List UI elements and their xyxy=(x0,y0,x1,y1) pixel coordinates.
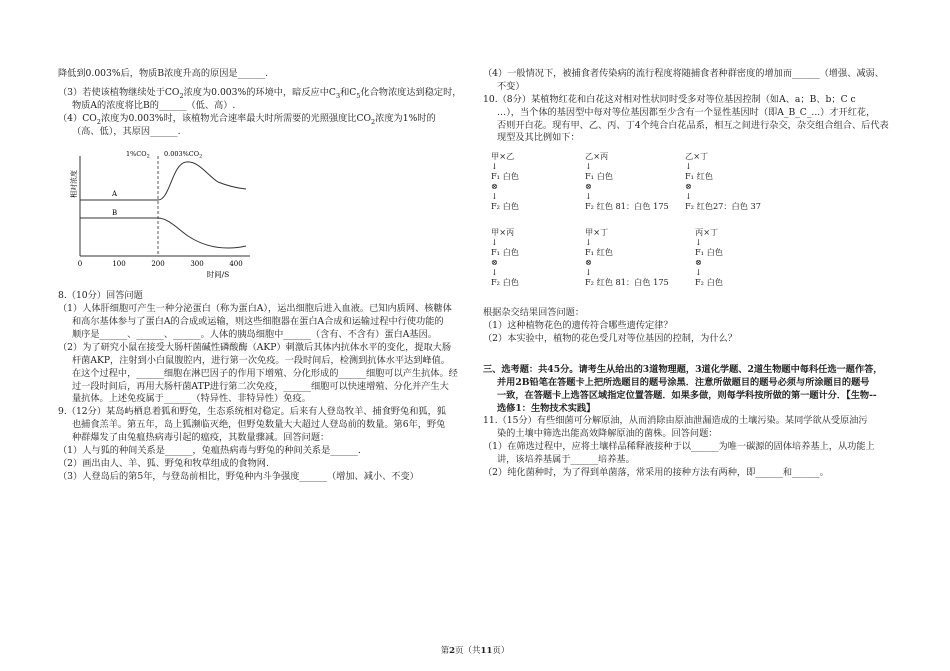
y-label: 相对浓度 xyxy=(70,170,78,199)
q10-l2: …），当个体的基因型中每对等位基因都至少含有一个显性基因时（即A_B_C_...）才开红花， xyxy=(497,106,876,118)
curve-a xyxy=(80,162,246,200)
cross-yi-bing: 乙×丙 ↓ F₁ 白色 ⊗ ↓ F₂ 红色 81：白色 175 xyxy=(585,151,669,212)
q8-part2-l1: （2）为了研究小鼠在接受大肠杆菌碱性磷酸酶（AKP）刺激后其体内抗体水平的变化，提取大肠 xyxy=(58,341,452,353)
q11-l2: 染的土壤中筛选出能高效降解原油的菌株。回答问题： xyxy=(497,428,718,440)
q11-part2: （2）纯化菌种时，为了得到单菌落，常采用的接种方法有两种，即______和______。 xyxy=(483,466,829,478)
concentration-graph xyxy=(68,144,268,284)
graph-svg xyxy=(68,144,268,284)
series-a-label: A xyxy=(112,190,118,199)
label-0003pct: $0.003\%CO_2$ xyxy=(164,150,203,160)
total-pages: 11 xyxy=(480,646,493,656)
x-tick-100: 100 xyxy=(112,260,126,269)
q7-part3: （3）若使该植物继续处于$CO_2$浓度为0.003%的环境中，暗反应中$C_3$和$C_5$化合物浓度达到稳定时， xyxy=(58,86,462,100)
q7-part4-cont: （高、低），其原因______. xyxy=(72,125,181,137)
page-footer: 第2页（共11页） xyxy=(440,646,510,656)
label-1pct: $1\%CO_2$ xyxy=(126,150,150,160)
q8-part1-l1: （1）人体肝细胞可产生一种分泌蛋白（称为蛋白A），运出细胞后进入血液。已知内质网、核糖体 xyxy=(58,303,452,315)
q8-part1-l3: 顺序是______、______、______。人体的胰岛细胞中______（含有、不含有）蛋白A基因。 xyxy=(72,329,437,340)
series-b-label: B xyxy=(112,209,118,218)
right-column xyxy=(483,68,903,480)
section3-heading-l4: 选修1：生物技术实践】 xyxy=(497,402,596,414)
x-tick-400: 400 xyxy=(229,260,243,269)
q9-part4-l2: 不变） xyxy=(497,80,525,92)
q9-part4-l1: （4）一般情况下，被捕食者传染病的流行程度将随捕食者种群密度的增加而______（增强、减弱、 xyxy=(483,68,884,79)
q10-part2: （2）本实验中，植物的花色受几对等位基因的控制，为什么？ xyxy=(483,333,737,344)
q9-part1: （1）人与狐的种间关系是______，兔瘟热病毒与野兔的种间关系是______. xyxy=(58,444,361,456)
q8-part2-l4: 过一段时间后，再用大肠杆菌ATP进行第二次免疫，______细胞可以快速增殖、分化并产生大 xyxy=(72,380,449,392)
curve-b xyxy=(80,218,246,248)
q10-l4: 现型及其比例如下： xyxy=(497,132,580,144)
x-label: 时间/S xyxy=(206,270,230,280)
cross-yi-ding: 乙×丁 ↓ F₁ 红色 ⊗ ↓ F₂ 红色27：白色 37 xyxy=(685,151,761,212)
q9-part2: （2）画出由人、羊、狐、野兔和牧草组成的食物网. xyxy=(58,457,269,469)
q11-part1-l1: （1）在筛选过程中，应将土壤样品稀释液接种于以______为唯一碳源的固体培养基上，从功能上 xyxy=(483,441,875,453)
q8-title: 8.（10分）回答问题 xyxy=(58,290,143,302)
x-tick-300: 300 xyxy=(190,260,204,269)
q10-l1: 10.（8分）某植物红花和白花这对相对性状同时受多对等位基因控制（如A、a；B、b；C c xyxy=(483,93,856,105)
q11-l1: 11.（15分）有些细菌可分解原油，从而消除由原油泄漏造成的土壤污染。某同学欲从受原油污 xyxy=(483,415,868,427)
cross-jia-yi: 甲×乙 ↓ F₁ 白色 ⊗ ↓ F₂ 白色 xyxy=(491,151,519,212)
q11-part1-l2: 讲，该培养基属于______培养基。 xyxy=(497,454,635,465)
q10-part1: （1）这种植物花色的遗传符合哪些遗传定律？ xyxy=(483,320,673,332)
q10-l3: 否则开白花。现有甲、乙、丙、丁4个纯合白花品系，相互之间进行杂交，杂交组合组合、后代表 xyxy=(497,119,889,131)
q9-l1: 9.（12分）某岛屿栖息着狐和野兔，生态系统相对稳定。后来有人登岛牧羊、捕食野兔和狐，狐 xyxy=(58,406,446,418)
left-column xyxy=(58,68,468,484)
section3-heading-l3: 一致，在答题卡上选答区域指定位置答题．如果多做，则每学科按所做的第一题计分．【生物-- xyxy=(497,389,877,401)
cross-results-figure xyxy=(489,151,789,299)
q10-after-text: 根据杂交结果回答问题： xyxy=(483,307,585,319)
section3-heading-l1: 三、选考题：共45分。请考生从给出的3道物理题，3道化学题、2道生物题中每科任选一题作答， xyxy=(483,363,883,375)
q8-part2-l3: 在这个过程中，______细胞在淋巴因子的作用下增殖、分化形成的______细胞可以产生抗体。经 xyxy=(72,367,458,379)
q7-part4: $(4)CO_2$浓度为0.003%时，该植物光合速率最大时所需要的光照强度比$CO_2$浓度为1%时的 xyxy=(58,112,436,126)
q7-part3-cont: 物质A的浓度将比B的______（低、高）. xyxy=(72,99,236,111)
q9-l3: 种群爆发了由兔瘟热病毒引起的瘟疫，其数量骤减。回答问题： xyxy=(72,432,330,443)
x-tick-200: 200 xyxy=(151,260,165,269)
section3-heading-l2: 并用2B铅笔在答题卡上把所选题目的题号涂黑．注意所做题目的题号必须与所涂题目的题号 xyxy=(497,376,870,388)
q8-part2-l5: 量抗体。上述免疫属于______（特异性、非特异性）免疫。 xyxy=(72,393,311,405)
q7-line-end: 降低到0.003%后，物质B浓度升高的原因是______. xyxy=(58,68,269,79)
x-tick-0: 0 xyxy=(77,260,83,269)
q8-part2-l2: 杆菌AKP，注射到小白鼠腹腔内，进行第一次免疫。一段时间后，检测到抗体水平达到峰值。 xyxy=(72,354,450,366)
q9-part3: （3）人登岛后的第5年，与登岛前相比，野兔种内斗争强度______（增加、减小、不变） xyxy=(58,470,419,482)
cross-jia-bing: 甲×丙 ↓ F₁ 白色 ⊗ ↓ F₂ 白色 xyxy=(491,227,519,288)
cross-bing-ding: 丙×丁 ↓ F₁ 白色 ⊗ ↓ F₂ 白色 xyxy=(695,227,723,288)
page-number: 2 xyxy=(449,646,456,656)
q9-l2: 也捕食羔羊。第五年，岛上狐濒临灭绝，但野兔数量大大超过人登岛前的数量。第6年，野兔 xyxy=(72,419,446,431)
cross-jia-ding: 甲×丁 ↓ F₁ 红色 ⊗ ↓ F₂ 红色 81：白色 175 xyxy=(585,227,669,288)
q8-part1-l2: 和高尔基体参与了蛋白A的合成或运输，则这些细胞器在蛋白A合成和运输过程中行使功能的 xyxy=(72,316,444,328)
